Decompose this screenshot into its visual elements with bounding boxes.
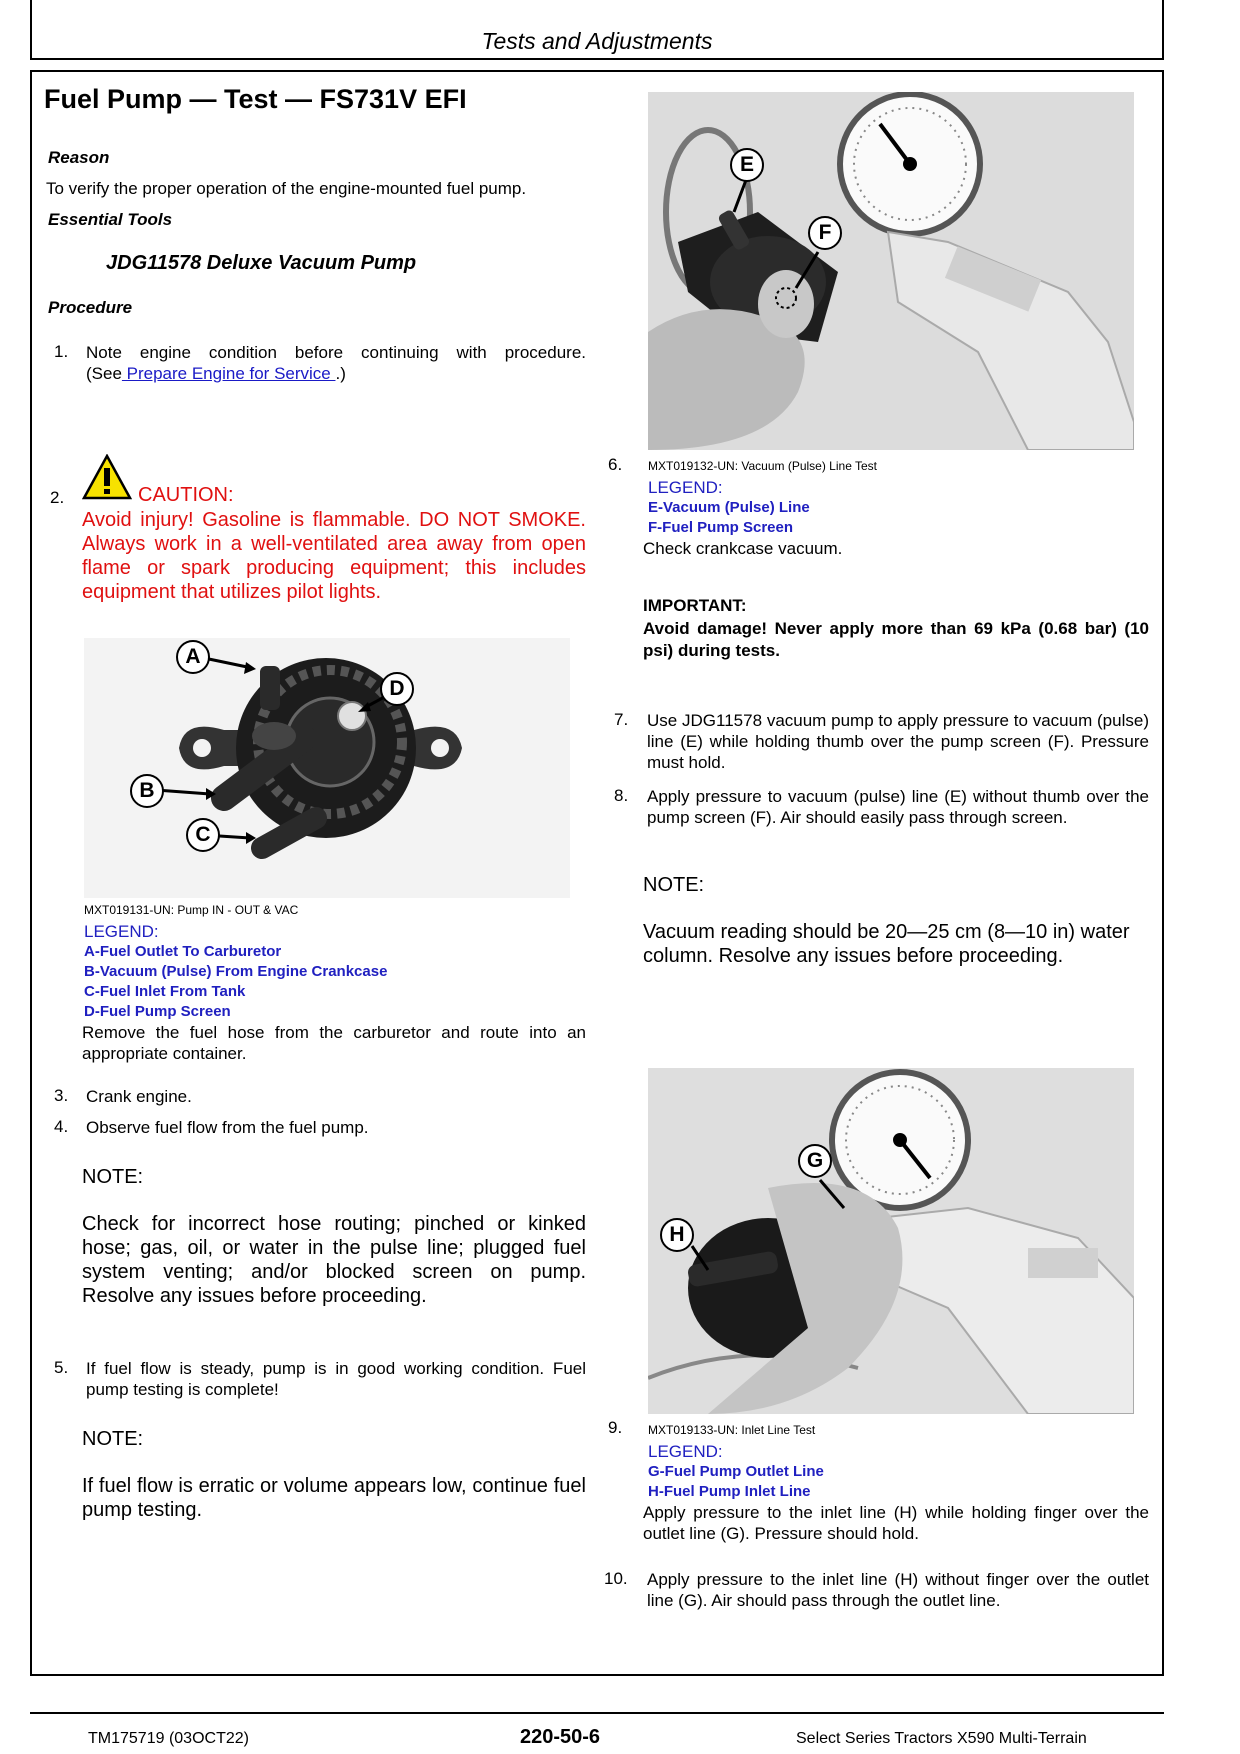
- step-6-number: 6.: [608, 455, 623, 474]
- step-1-number: 1.: [54, 342, 69, 361]
- figure-3-legend-h: H-Fuel Pump Inlet Line: [648, 1483, 811, 1500]
- figure-1-id: MXT019131-UN: Pump IN - OUT & VAC: [84, 903, 299, 917]
- callout-a: A: [176, 640, 210, 674]
- callout-f: F: [808, 216, 842, 250]
- step-10-text: Apply pressure to the inlet line (H) without finger over the outlet line (G). Air should pass through the outlet line.: [647, 1570, 1149, 1610]
- step-5-text: If fuel flow is steady, pump is in good working condition. Fuel pump testing is complete!: [86, 1359, 586, 1399]
- callout-e: E: [730, 148, 764, 182]
- callout-d: D: [380, 672, 414, 706]
- step-1-see: [86, 363, 346, 384]
- figure-2-legend-title: LEGEND:: [648, 478, 723, 497]
- vacuum-test-figure: [648, 92, 1134, 450]
- reason-text: To verify the proper operation of the engine-mounted fuel pump.: [46, 179, 527, 198]
- callout-c: C: [186, 818, 220, 852]
- callout-b: B: [130, 774, 164, 808]
- step-6-text: Check crankcase vacuum.: [643, 539, 843, 558]
- step-1-see-open: (See: [86, 364, 122, 383]
- note-3-label: NOTE:: [643, 874, 705, 896]
- note-1-text: Check for incorrect hose routing; pinched or kinked hose; gas, oil, or water in the pulse line; plugged fuel system venting; and/or blocked screen on pump. Resolve any issues before proceeding.: [82, 1213, 586, 1307]
- step-8-number: 8.: [614, 786, 629, 805]
- step-7-text: Use JDG11578 vacuum pump to apply pressure to vacuum (pulse) line (E) while holding thumb over the pump screen (F). Pressure must hold.: [647, 711, 1149, 772]
- figure-1-legend-title: LEGEND:: [84, 922, 159, 941]
- footer-doc-id: TM175719 (03OCT22): [88, 1730, 249, 1747]
- step-4-text: Observe fuel flow from the fuel pump.: [86, 1118, 369, 1137]
- figure-2-id: MXT019132-UN: Vacuum (Pulse) Line Test: [648, 459, 877, 473]
- warning-triangle-icon: [82, 454, 132, 500]
- footer-product: Select Series Tractors X590 Multi-Terrain: [796, 1730, 1087, 1747]
- caution-label: CAUTION:: [138, 484, 234, 506]
- figure-3-legend-title: LEGEND:: [648, 1442, 723, 1461]
- step-2-number: 2.: [50, 488, 65, 507]
- note-1-label: NOTE:: [82, 1166, 144, 1188]
- step-3-text: Crank engine.: [86, 1087, 192, 1106]
- figure-1-legend-a: A-Fuel Outlet To Carburetor: [84, 943, 282, 960]
- step-1-see-close: .): [335, 364, 346, 383]
- tools-heading: Essential Tools: [48, 210, 173, 229]
- important-label: IMPORTANT:: [643, 596, 747, 615]
- reason-heading: Reason: [48, 148, 110, 167]
- step-9-number: 9.: [608, 1418, 623, 1437]
- caution-text: Avoid injury! Gasoline is flammable. DO NOT SMOKE. Always work in a well-ventilated area away from open flame or spark producing equipment; this includes equipment that utilizes pilot lights.: [82, 509, 586, 603]
- step-9-text: Apply pressure to the inlet line (H) while holding finger over the outlet line (G). Pressure should hold.: [643, 1503, 1149, 1543]
- callout-h: H: [660, 1218, 694, 1252]
- note-3-text: Vacuum reading should be 20—25 cm (8—10 in) water column. Resolve any issues before proceeding.: [643, 921, 1130, 967]
- step-8-text: Apply pressure to vacuum (pulse) line (E) without thumb over the pump screen (F). Air should easily pass through screen.: [647, 787, 1149, 827]
- figure-3-id: MXT019133-UN: Inlet Line Test: [648, 1423, 816, 1437]
- note-2-text: If fuel flow is erratic or volume appears low, continue fuel pump testing.: [82, 1475, 586, 1521]
- header-title: Tests and Adjustments: [481, 28, 713, 54]
- important-text: Avoid damage! Never apply more than 69 kPa (0.68 bar) (10 psi) during tests.: [643, 619, 1149, 660]
- figure-2-legend-f: F-Fuel Pump Screen: [648, 519, 794, 536]
- figure-2-legend-e: E-Vacuum (Pulse) Line: [648, 499, 810, 516]
- step-10-number: 10.: [604, 1569, 628, 1588]
- figure-1-legend-c: C-Fuel Inlet From Tank: [84, 983, 246, 1000]
- footer-rule: [30, 1712, 1164, 1714]
- step-1-text: Note engine condition before continuing with procedure.: [86, 343, 586, 362]
- pump-figure: [84, 638, 570, 898]
- procedure-heading: Procedure: [48, 298, 133, 317]
- step-4-number: 4.: [54, 1117, 69, 1136]
- figure-3-legend-g: G-Fuel Pump Outlet Line: [648, 1463, 824, 1480]
- prepare-engine-link[interactable]: Prepare Engine for Service: [121, 364, 336, 383]
- note-2-label: NOTE:: [82, 1428, 144, 1450]
- page-title: Fuel Pump — Test — FS731V EFI: [44, 84, 467, 114]
- step-7-number: 7.: [614, 710, 629, 729]
- callout-g: G: [798, 1144, 832, 1178]
- step-3-number: 3.: [54, 1086, 69, 1105]
- tool-item: JDG11578 Deluxe Vacuum Pump: [106, 252, 417, 274]
- figure-1-legend-b: B-Vacuum (Pulse) From Engine Crankcase: [84, 963, 388, 980]
- step-2-after-text: Remove the fuel hose from the carburetor and route into an appropriate container.: [82, 1023, 586, 1063]
- step-5-number: 5.: [54, 1358, 69, 1377]
- inlet-test-figure: [648, 1068, 1134, 1414]
- footer-page-number: 220-50-6: [520, 1726, 601, 1748]
- figure-1-legend-d: D-Fuel Pump Screen: [84, 1003, 231, 1020]
